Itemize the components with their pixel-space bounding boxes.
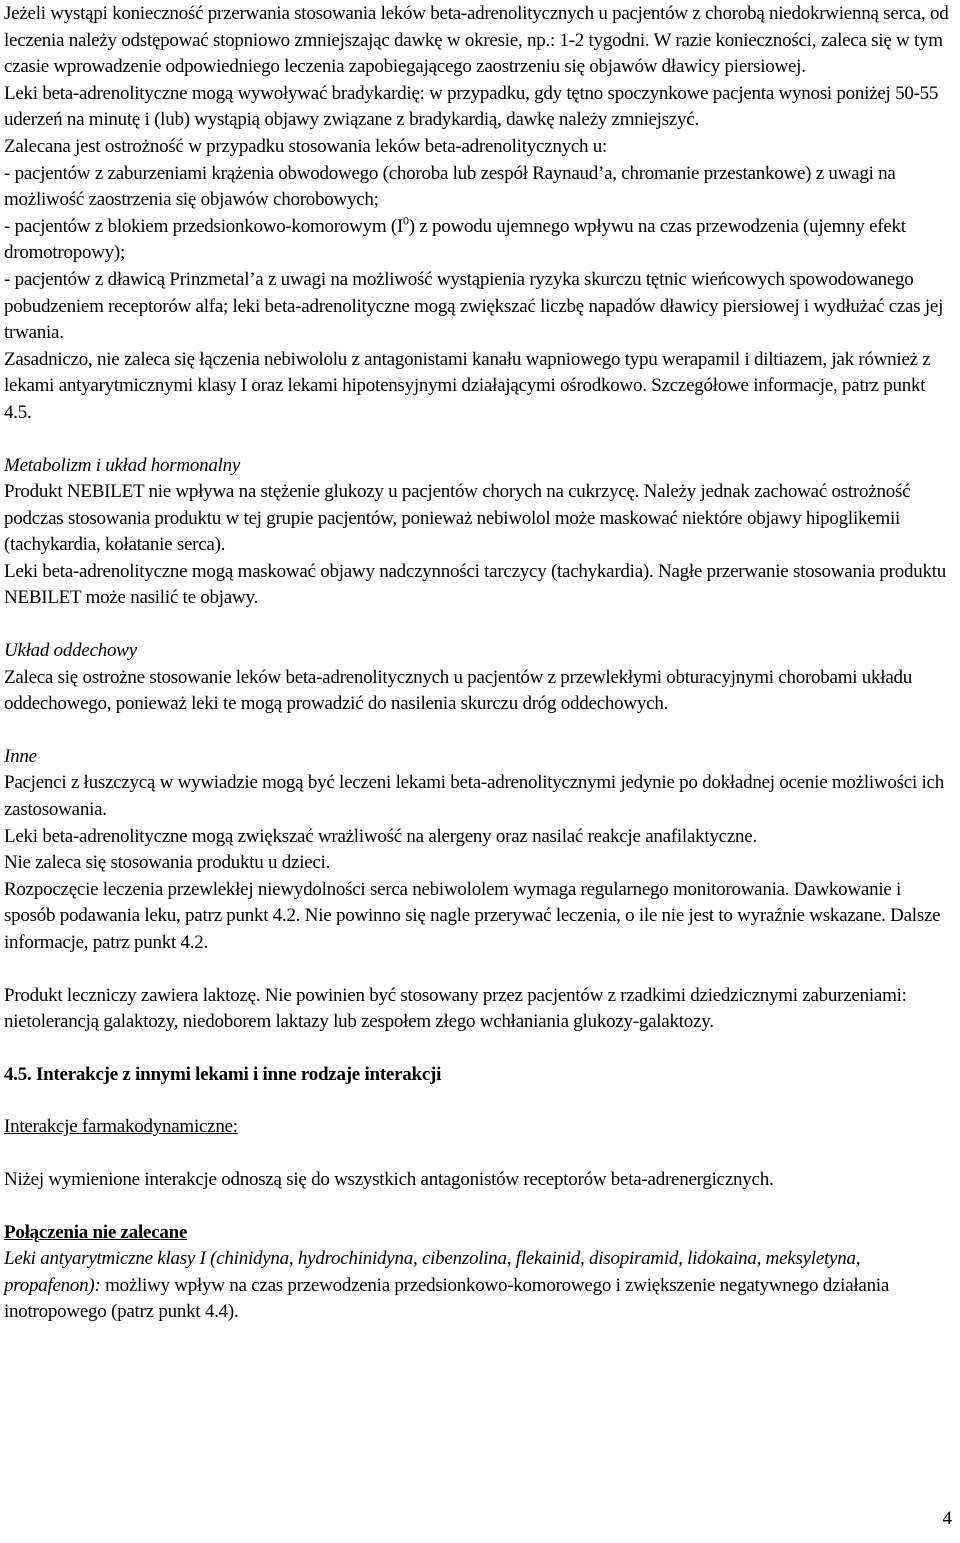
paragraph-glucose: Produkt NEBILET nie wpływa na stężenie glukozy u pacjentów chorych na cukrzycę. Należy jednak zachować ostrożność podczas stosowania produktu w tej grupie pacjentów, ponieważ nebiwolol może maskować niektóre objawy hipoglikemii (tachykardia, kołatanie serca). bbox=[4, 481, 911, 556]
list-item-av-block bbox=[4, 214, 956, 267]
heading-not-recommended: Połączenia nie zalecane bbox=[4, 1221, 188, 1243]
av-block-text-a: - pacjentów z blokiem przedsionkowo-komorowym (I bbox=[4, 215, 404, 237]
section-title: Interakcje z innymi lekami i inne rodzaje interakcji bbox=[36, 1063, 442, 1085]
paragraph-heart-failure: Rozpoczęcie leczenia przewlekłej niewydolności serca nebiwololem wymaga regularnego monitorowania. Dawkowanie i sposób podawania leku, patrz punkt 4.2. Nie powinno się nagle przerywać leczenia, o ile nie jest to wyraźnie wskazane. Dalsze informacje, patrz punkt 4.2. bbox=[4, 878, 941, 953]
paragraph-caution-intro: Zalecana jest ostrożność w przypadku stosowania leków beta-adrenolitycznych u: bbox=[4, 135, 608, 157]
heading-other: Inne bbox=[4, 745, 37, 767]
paragraph-thyroid: Leki beta-adrenolityczne mogą maskować objawy nadczynności tarczycy (tachykardia). Nagłe przerwanie stosowania produktu NEBILET może nasilić te objawy. bbox=[4, 560, 947, 609]
paragraph-psoriasis: Pacjenci z łuszczycą w wywiadzie mogą być leczeni lekami beta-adrenolitycznymi jedynie po dokładnej ocenie możliwości ich zastosowania. bbox=[4, 772, 944, 821]
page-number: 4 bbox=[942, 1508, 952, 1529]
paragraph-withdrawal: Jeżeli wystąpi konieczność przerwania stosowania leków beta-adrenolitycznych u pacjentów z chorobą niedokrwienną serca, od leczenia należy odstępować stopniowo zmniejszając dawkę w okresie, np.: 1-2 tygodni. W razie konieczności, zaleca się w tym czasie wprowadzenie odpowiedniego leczenia zapobiegającego zaostrzeniu się objawów dławicy piersiowej. bbox=[4, 3, 949, 78]
section-heading-4-5 bbox=[4, 1062, 956, 1089]
document-page bbox=[4, 0, 956, 1326]
paragraph-antiarrhythmics bbox=[4, 1246, 956, 1326]
superscript-zero: 0 bbox=[403, 213, 409, 228]
paragraph-allergens: Leki beta-adrenolityczne mogą zwiększać wrażliwość na alergeny oraz nasilać reakcje anafilaktyczne. bbox=[4, 825, 757, 847]
heading-respiratory: Układ oddechowy bbox=[4, 640, 137, 662]
section-number: 4.5. bbox=[4, 1063, 32, 1085]
antiarrhythmics-effect: możliwy wpływ na czas przewodzenia przedsionkowo-komorowego i zwiększenie negatywnego działania inotropowego (patrz punkt 4.4). bbox=[4, 1274, 890, 1323]
list-item-prinzmetal: - pacjentów z dławicą Prinzmetal’a z uwagi na możliwość wystąpienia ryzyka skurczu tętnic wieńcowych spowodowanego pobudzeniem receptorów alfa; leki beta-adrenolityczne mogą zwiększać liczbę napadów dławicy piersiowej i wydłużać czas jej trwania. bbox=[4, 268, 944, 344]
paragraph-calcium-antagonists: Zasadniczo, nie zaleca się łączenia nebiwololu z antagonistami kanału wapniowego typu werapamil i diltiazem, jak również z lekami antyarytmicznymi klasy I oraz lekami hipotensyjnymi działającymi ośrodkowo. Szczegółowe informacje, patrz punkt 4.5. bbox=[4, 348, 931, 423]
paragraph-interactions-intro: Niżej wymienione interakcje odnoszą się do wszystkich antagonistów receptorów beta-adrenergicznych. bbox=[4, 1168, 774, 1190]
av-block-text-b: ) z powodu ujemnego wpływu na czas przewodzenia (ujemny efekt dromotropowy); bbox=[4, 215, 906, 264]
paragraph-bradycardia: Leki beta-adrenolityczne mogą wywoływać bradykardię: w przypadku, gdy tętno spoczynkowe pacjenta wynosi poniżej 50-55 uderzeń na minutę i (lub) wystąpią objawy związane z bradykardią, dawkę należy zmniejszyć. bbox=[4, 82, 939, 131]
antiarrhythmics-drugs: Leki antyarytmiczne klasy I (chinidyna, hydrochinidyna, cibenzolina, flekainid, disopiramid, lidokaina, meksyletyna, propafenon): bbox=[4, 1248, 861, 1296]
paragraph-children: Nie zaleca się stosowania produktu u dzieci. bbox=[4, 852, 331, 874]
list-item-peripheral: - pacjentów z zaburzeniami krążenia obwodowego (choroba lub zespół Raynaud’a, chromanie przestankowe) z uwagi na możliwość zaostrzenia się objawów chorobowych; bbox=[4, 162, 896, 211]
heading-metabolism: Metabolizm i układ hormonalny bbox=[4, 454, 241, 476]
paragraph-respiratory: Zaleca się ostrożne stosowanie leków beta-adrenolitycznych u pacjentów z przewlekłymi obturacyjnymi chorobami układu oddechowego, ponieważ leki te mogą prowadzić do nasilenia skurczu dróg oddechowych. bbox=[4, 666, 913, 715]
paragraph-lactose: Produkt leczniczy zawiera laktozę. Nie powinien być stosowany przez pacjentów z rzadkimi dziedzicznymi zaburzeniami: nietolerancją galaktozy, niedoborem laktazy lub zespołem złego wchłaniania glukozy-galaktozy. bbox=[4, 984, 907, 1033]
heading-pharmacodynamic: Interakcje farmakodynamiczne: bbox=[4, 1116, 238, 1138]
